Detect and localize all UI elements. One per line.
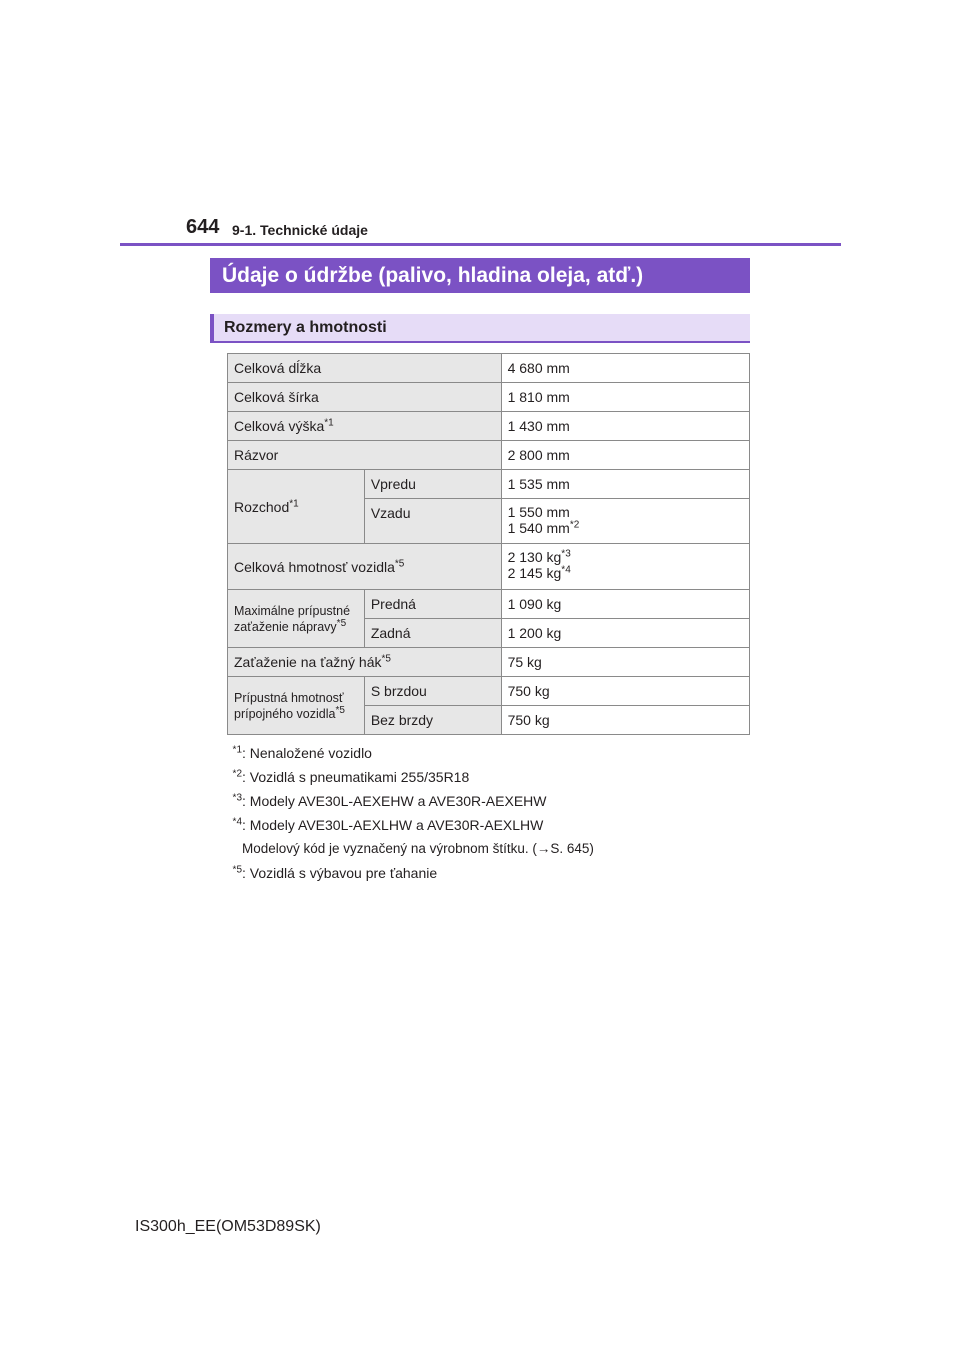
wheelbase-value: 2 800 mm [501,441,749,470]
axle-front-label: Predná [364,590,501,619]
table-row [228,470,750,499]
footnote-item [214,813,594,837]
height-value: 1 430 mm [501,412,749,441]
footnote-ref: *2 [569,519,580,531]
trailer-unbraked-value: 750 kg [501,706,749,735]
footnote-ref: *4 [561,564,571,576]
hitch-load-value: 75 kg [501,648,749,677]
track-rear-label: Vzadu [364,499,501,544]
axle-rear-value: 1 200 kg [501,619,749,648]
footnote-ref: *5 [336,617,347,629]
table-row [228,354,750,383]
footnote-mark: *5 [232,864,242,876]
width-value: 1 810 mm [501,383,749,412]
footnote-item [214,861,594,885]
trailer-weight-label [228,677,365,735]
footnote-ref: *3 [561,548,571,560]
trailer-braked-value: 750 kg [501,677,749,706]
footnote-mark: *4 [232,816,242,828]
section-label: 9-1. Technické údaje [232,222,368,238]
footnote-ref: *1 [289,497,299,509]
length-label: Celková dĺžka [228,354,502,383]
wheelbase-label: Rázvor [228,441,502,470]
footnote-text: : Nenaložené vozidlo [242,745,372,761]
footnote-ref: *1 [324,417,334,429]
table-row [228,590,750,619]
footnote-item [214,741,594,765]
trailer-weight-label-line1: Prípustná hmotnosť [234,690,344,705]
footnote-mark: *1 [232,744,242,756]
footnote-ref: *5 [394,557,405,569]
gross-weight-value-2-line: 2 145 $kg^{*4}$ [507,564,571,581]
table-row [228,383,750,412]
axle-load-label-line1: Maximálne prípustné [234,603,351,618]
table-row [228,677,750,706]
footnote-text: : Modely AVE30L-AEXEHW a AVE30R-AEXEHW [242,793,547,809]
page-title: Údaje o údržbe (palivo, hladina oleja, atď.) [210,258,750,293]
trailer-unbraked-label: Bez brzdy [364,706,501,735]
footnote-text: : Vozidlá s výbavou pre ťahanie [242,865,438,881]
gross-weight-label: Celková hmotnosť vozidla$^{*5}$ [228,544,502,590]
section-subtitle: Rozmery a hmotnosti [210,314,750,343]
footnote-item [214,765,594,789]
table-row [228,648,750,677]
header-rule [120,243,841,246]
gross-weight-value [501,544,749,590]
width-label: Celková šírka [228,383,502,412]
track-rear-value-2-line: 1 540 $mm^{*2}$ [507,519,580,536]
axle-load-label-line2: zaťaženie nápravy$^{*5}$ [234,617,347,634]
table-row [228,544,750,590]
track-label: Rozchod$^{*1}$ [228,470,365,544]
specs-table [227,353,750,735]
footer-model-code: IS300h_EE(OM53D89SK) [135,1218,321,1235]
axle-rear-label: Zadná [364,619,501,648]
trailer-braked-label: S brzdou [364,677,501,706]
axle-front-value: 1 090 kg [501,590,749,619]
footnote-model-note: Modelový kód je vyznačený na výrobnom štítku. (→S. 645) [242,841,594,856]
track-rear-value [501,499,749,544]
height-label: Celková výška$^{*1}$ [228,412,502,441]
axle-load-label [228,590,365,648]
track-front-value: 1 535 mm [501,470,749,499]
gross-weight-value-1-line: 2 130 $kg^{*3}$ [507,548,571,565]
table-row [228,412,750,441]
footnote-mark: *2 [232,768,242,780]
table-row [228,441,750,470]
footnote-item [214,789,594,813]
page-number: 644 [186,216,220,238]
footnote-mark: *3 [232,792,242,804]
track-front-label: Vpredu [364,470,501,499]
trailer-weight-label-line2: prípojného vozidla$^{*5}$ [234,704,345,721]
footnote-ref: *5 [335,704,345,716]
footnote-ref: *5 [381,653,391,665]
track-rear-value-1: 1 550 mm [507,504,570,520]
hitch-load-label: Zaťaženie na ťažný hák$^{*5}$ [228,648,502,677]
length-value: 4 680 mm [501,354,749,383]
footnote-text: : Vozidlá s pneumatikami 255/35R18 [242,769,470,785]
footnotes [214,741,594,885]
footnote-text: : Modely AVE30L-AEXLHW a AVE30R-AEXLHW [242,817,544,833]
